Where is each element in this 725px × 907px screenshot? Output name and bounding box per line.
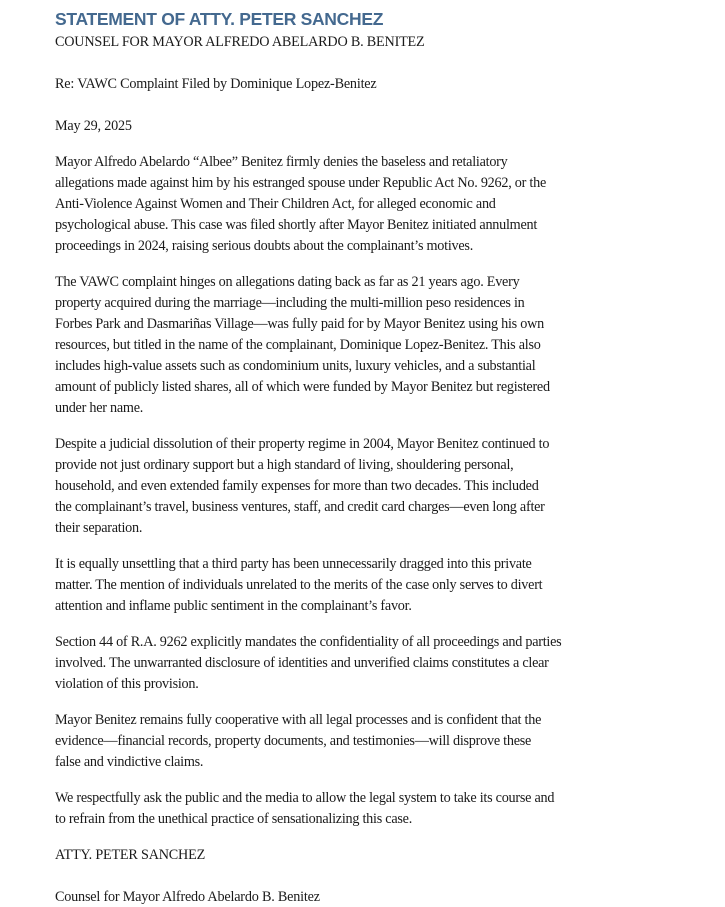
paragraph-denial xyxy=(55,152,685,257)
paragraph-line: under her name. xyxy=(55,400,144,416)
paragraph-line: involved. The unwarranted disclosure of identities and unverified claims constitutes a clear xyxy=(55,655,549,671)
paragraph-line: evidence—financial records, property documents, and testimonies—will disprove these xyxy=(55,733,532,749)
paragraph-line: Mayor Alfredo Abelardo “Albee” Benitez firmly denies the baseless and retaliatory xyxy=(55,154,508,170)
spacer xyxy=(55,52,685,74)
spacer xyxy=(55,539,685,554)
spacer xyxy=(55,257,685,272)
paragraph-line: We respectfully ask the public and the media to allow the legal system to take its course and xyxy=(55,790,555,806)
paragraph-line: includes high-value assets such as condominium units, luxury vehicles, and a substantial xyxy=(55,358,536,374)
paragraph-line: attention and inflame public sentiment in the complainant’s favor. xyxy=(55,598,412,614)
spacer xyxy=(55,773,685,788)
paragraph-line: proceedings in 2024, raising serious doubts about the complainant’s motives. xyxy=(55,238,473,254)
spacer xyxy=(55,617,685,632)
paragraph-line: The VAWC complaint hinges on allegations dating back as far as 21 years ago. Every xyxy=(55,274,520,290)
paragraph-line: Section 44 of R.A. 9262 explicitly mandates the confidentiality of all proceedings and parties xyxy=(55,634,562,650)
document-title: STATEMENT OF ATTY. PETER SANCHEZ xyxy=(55,9,384,29)
paragraph-cooperation xyxy=(55,710,685,773)
statement-date: May 29, 2025 xyxy=(55,118,132,134)
signature-role: Counsel for Mayor Alfredo Abelardo B. Benitez xyxy=(55,889,320,905)
spacer xyxy=(55,695,685,710)
paragraph-line: Mayor Benitez remains fully cooperative with all legal processes and is confident that the xyxy=(55,712,542,728)
paragraph-line: Despite a judicial dissolution of their property regime in 2004, Mayor Benitez continued to xyxy=(55,436,550,452)
paragraph-line: violation of this provision. xyxy=(55,676,199,692)
paragraph-support xyxy=(55,434,685,539)
paragraph-line: the complainant’s travel, business ventures, staff, and credit card charges—even long after xyxy=(55,499,545,515)
spacer xyxy=(55,865,685,887)
paragraph-line: allegations made against him by his estranged spouse under Republic Act No. 9262, or the xyxy=(55,175,547,191)
paragraph-third-party xyxy=(55,554,685,617)
paragraph-line: their separation. xyxy=(55,520,143,536)
paragraph-properties xyxy=(55,272,685,419)
paragraph-line: household, and even extended family expenses for more than two decades. This included xyxy=(55,478,539,494)
re-line: Re: VAWC Complaint Filed by Dominique Lopez-Benitez xyxy=(55,76,377,92)
paragraph-confidentiality xyxy=(55,632,685,695)
document-subtitle: COUNSEL FOR MAYOR ALFREDO ABELARDO B. BENITEZ xyxy=(55,34,425,50)
paragraph-line: property acquired during the marriage—including the multi-million peso residences in xyxy=(55,295,525,311)
paragraph-line: false and vindictive claims. xyxy=(55,754,204,770)
paragraph-line: psychological abuse. This case was filed shortly after Mayor Benitez initiated annulment xyxy=(55,217,538,233)
paragraph-line: Anti-Violence Against Women and Their Children Act, for alleged economic and xyxy=(55,196,496,212)
paragraph-line: provide not just ordinary support but a high standard of living, shouldering personal, xyxy=(55,457,514,473)
paragraph-line: It is equally unsettling that a third party has been unnecessarily dragged into this private xyxy=(55,556,532,572)
paragraph-line: Forbes Park and Dasmariñas Village—was fully paid for by Mayor Benitez using his own xyxy=(55,316,544,332)
paragraph-line: matter. The mention of individuals unrelated to the merits of the case only serves to divert xyxy=(55,577,543,593)
spacer xyxy=(55,136,685,152)
paragraph-appeal xyxy=(55,788,685,830)
statement-document xyxy=(55,6,685,907)
paragraph-line: to refrain from the unethical practice of sensationalizing this case. xyxy=(55,811,412,827)
spacer xyxy=(55,419,685,434)
paragraph-line: resources, but titled in the name of the complainant, Dominique Lopez-Benitez. This also xyxy=(55,337,541,353)
paragraph-line: amount of publicly listed shares, all of which were funded by Mayor Benitez but registered xyxy=(55,379,550,395)
signature-name: ATTY. PETER SANCHEZ xyxy=(55,847,206,863)
spacer xyxy=(55,94,685,116)
spacer xyxy=(55,830,685,845)
